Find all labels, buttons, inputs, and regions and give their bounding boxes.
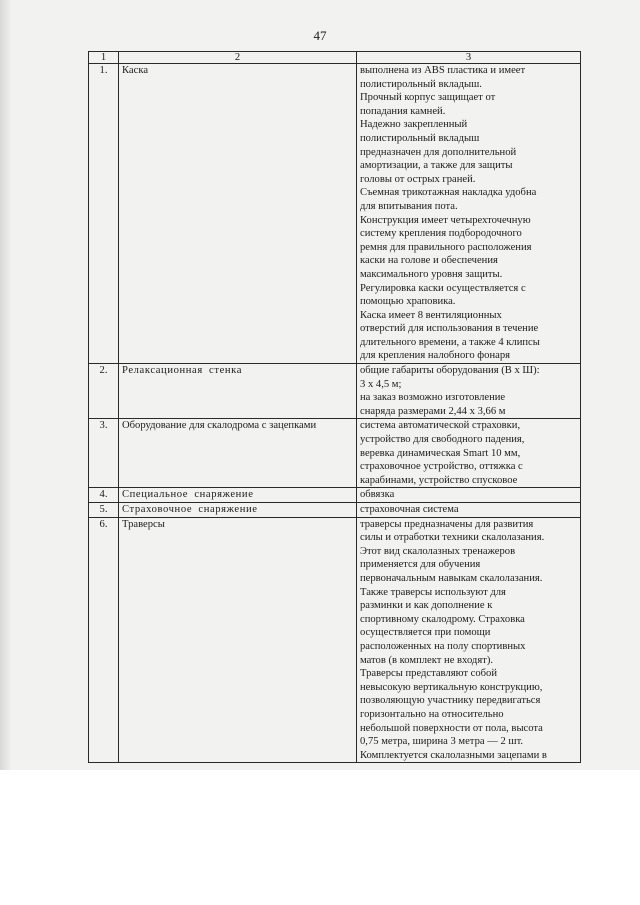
description-line: помощью храповика.: [360, 296, 456, 308]
description-line: полистирольный вкладыш: [360, 132, 480, 144]
equipment-name: Страховочное снаряжение: [119, 503, 357, 518]
description-line: отверстий для использования в течение: [360, 323, 539, 335]
description-line: полистирольный вкладыш.: [360, 78, 482, 90]
table-row: [89, 364, 581, 419]
description-line: траверсы предназначены для развития: [360, 518, 534, 530]
description-line: ремня для правильного расположения: [360, 241, 532, 253]
description-line: страховочная система: [360, 504, 459, 515]
description-line: веревка динамическая Smart 10 мм,: [360, 447, 521, 459]
description-line: 0,75 метра, ширина 3 метра — 2 шт.: [360, 736, 524, 748]
description-line: Траверсы представляют собой: [360, 668, 497, 680]
row-number: 3.: [89, 419, 119, 488]
description-line: 3 х 4,5 м;: [360, 378, 402, 390]
description-line: расположенных на полу спортивных: [360, 640, 526, 652]
description-line: для крепления налобного фонаря: [360, 350, 510, 362]
description-line: невысокую вертикальную конструкцию,: [360, 681, 543, 693]
table-row: [89, 517, 581, 763]
equipment-description: [357, 64, 581, 364]
description-line: Каска имеет 8 вентиляционных: [360, 309, 502, 321]
scan-edge-shadow: [0, 0, 12, 770]
description-line: Съемная трикотажная накладка удобна: [360, 187, 537, 199]
description-line: разминки и как дополнение к: [360, 600, 493, 612]
equipment-description: [357, 364, 581, 419]
table-header-row: [89, 52, 581, 64]
description-line: головы от острых граней.: [360, 173, 476, 185]
table-row: [89, 64, 581, 364]
description-line: обвязка: [360, 489, 395, 501]
page-number: 47: [313, 28, 327, 43]
table-row: [89, 488, 581, 503]
description-line: предназначен для дополнительной: [360, 146, 517, 158]
column-header: 3: [357, 52, 581, 64]
description-line: первоначальным навыкам скалолазания.: [360, 572, 543, 584]
row-number: 6.: [89, 517, 119, 763]
description-line: каски на голове и обеспечения: [360, 255, 498, 267]
specification-table: [88, 51, 581, 763]
description-line: силы и отработки техники скалолазания.: [360, 532, 545, 544]
table-body: [89, 64, 581, 763]
description-line: устройство для свободного падения,: [360, 434, 525, 446]
description-line: на заказ возможно изготовление: [360, 392, 506, 404]
equipment-name: Оборудование для скалодрома с зацепками: [119, 419, 357, 488]
description-line: карабинами, устройство спусковое: [360, 474, 518, 486]
description-line: применяется для обучения: [360, 559, 481, 571]
column-header: 2: [119, 52, 357, 64]
row-number: 2.: [89, 364, 119, 419]
description-line: амортизации, а также для защиты: [360, 160, 513, 172]
description-line: для впитывания пота.: [360, 200, 458, 212]
description-line: позволяющую участнику передвигаться: [360, 695, 541, 707]
row-number: 5.: [89, 503, 119, 518]
description-line: снаряда размерами 2,44 х 3,66 м: [360, 405, 506, 417]
description-line: спортивному скалодрому. Страховка: [360, 613, 525, 625]
description-line: общие габариты оборудования (В х Ш):: [360, 365, 540, 377]
description-line: Надежно закрепленный: [360, 119, 468, 131]
description-line: выполнена из ABS пластика и имеет: [360, 65, 526, 76]
equipment-description: [357, 517, 581, 763]
row-number: 1.: [89, 64, 119, 364]
description-line: длительного времени, а также 4 клипсы: [360, 336, 540, 348]
description-line: система автоматической страховки,: [360, 420, 521, 432]
description-line: Этот вид скалолазных тренажеров: [360, 545, 516, 557]
description-line: Также траверсы используют для: [360, 586, 506, 598]
equipment-name: Специальное снаряжение: [119, 488, 357, 503]
column-header: 1: [89, 52, 119, 64]
description-line: попадания камней.: [360, 105, 446, 117]
equipment-name: Траверсы: [119, 517, 357, 763]
table-row: [89, 503, 581, 518]
equipment-description: [357, 488, 581, 503]
description-line: страховочное устройство, оттяжка с: [360, 461, 523, 473]
description-line: небольшой поверхности от пола, высота: [360, 722, 543, 734]
description-line: Прочный корпус защищает от: [360, 92, 496, 104]
description-line: Комплектуется скалолазными зацепами в: [360, 749, 547, 761]
row-number: 4.: [89, 488, 119, 503]
description-line: Конструкция имеет четырехточечную: [360, 214, 531, 226]
equipment-name: Релаксационная стенка: [119, 364, 357, 419]
description-line: матов (в комплект не входят).: [360, 654, 493, 666]
description-line: осуществляется при помощи: [360, 627, 491, 639]
equipment-name: Каска: [119, 64, 357, 364]
table-row: [89, 419, 581, 488]
equipment-description: [357, 419, 581, 488]
description-line: максимального уровня защиты.: [360, 268, 503, 280]
equipment-description: [357, 503, 581, 518]
description-line: систему крепления подбородочного: [360, 228, 522, 240]
description-line: Регулировка каски осуществляется с: [360, 282, 526, 294]
description-line: горизонтально на относительно: [360, 708, 504, 720]
